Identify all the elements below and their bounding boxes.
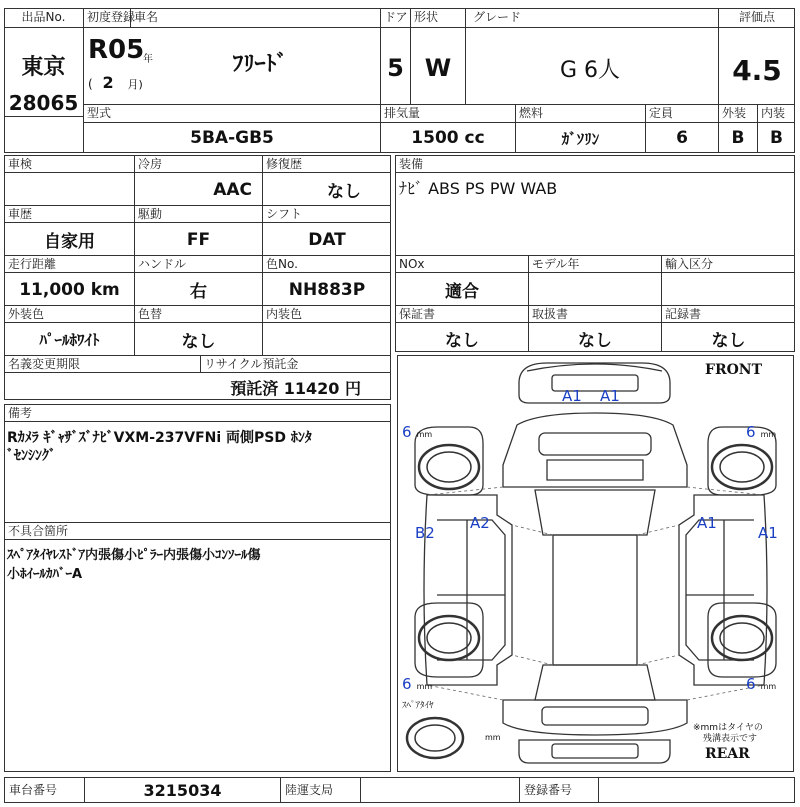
- tread-front-left: [402, 422, 452, 444]
- color-no-value: NH883P: [288, 279, 366, 300]
- tread-front-left-unit: mm: [416, 430, 433, 439]
- body-shape: W: [424, 54, 452, 82]
- spare-tire: [407, 718, 463, 758]
- handle-label: ハンドル: [138, 257, 187, 271]
- defects-line-2: 小ﾎｲｰﾙｶﾊﾞｰA: [7, 567, 83, 582]
- tread-front-right-unit: mm: [760, 430, 777, 439]
- shape-label: 形状: [414, 10, 439, 24]
- capacity-label: 定員: [649, 106, 674, 120]
- first-registration-label: 初度登録: [87, 10, 136, 24]
- exterior-grade: B: [731, 128, 745, 148]
- grade-label: グレード: [473, 10, 522, 24]
- rear-label: REAR: [705, 746, 750, 762]
- lot-no-label: 出品No.: [21, 10, 66, 24]
- recycle-deposit-label: リサイクル預託金: [204, 357, 299, 371]
- history-value: 自家用: [44, 232, 95, 252]
- warranty-label: 保証書: [399, 307, 436, 321]
- interior-label: 内装: [761, 106, 786, 120]
- tread-note-line-2: 残溝表示です: [703, 734, 758, 744]
- mark-front-1: A1: [562, 387, 582, 405]
- displacement: 1500 cc: [411, 128, 485, 148]
- tread-rear-right: [746, 674, 796, 696]
- mark-right-side: A1: [758, 524, 778, 542]
- import-type-label: 輸入区分: [665, 257, 714, 271]
- color-change-label: 色替: [138, 307, 163, 321]
- car-name: ﾌﾘｰﾄﾞ: [232, 51, 288, 77]
- remarks-line-2: ﾞｾﾝｼﾝｸﾞ: [7, 448, 56, 464]
- registration-number-label: 登録番号: [524, 783, 573, 797]
- inspection-label: 車検: [8, 157, 33, 171]
- record-book-label: 記録書: [665, 307, 702, 321]
- recycle-deposit-value: 預託済 11420 円: [230, 378, 361, 398]
- roof: [553, 535, 637, 665]
- defects-line-1: ｽﾍﾟｱﾀｲﾔﾚｽﾄﾞｱ内張傷小ﾋﾟﾗｰ内張傷小ｺﾝｿｰﾙ傷: [7, 548, 261, 563]
- tire-front-right: [712, 445, 772, 489]
- model-code: 5BA-GB5: [190, 128, 274, 148]
- region: 東京: [21, 54, 66, 80]
- lot-number: 28065: [8, 91, 79, 115]
- defects-label: 不具合箇所: [8, 524, 69, 538]
- exterior-color-label: 外装色: [8, 307, 45, 321]
- mark-right-door: A1: [697, 514, 717, 532]
- tire-rear-right: [712, 616, 772, 660]
- tread-note-line-1: ※mmはタイヤの: [693, 723, 763, 733]
- drive-label: 駆動: [138, 207, 163, 221]
- repair-history-label: 修復歴: [266, 157, 303, 171]
- year-suffix: 年: [143, 54, 153, 65]
- tread-rear-right-unit: mm: [760, 682, 777, 691]
- tread-rear-left-value: 6: [402, 675, 412, 693]
- evaluation-score: 4.5: [732, 53, 782, 87]
- ac-label: 冷房: [138, 157, 163, 171]
- door-label: ドア: [384, 10, 408, 24]
- first-registration-month: [88, 70, 158, 96]
- fuel-label: 燃料: [519, 106, 544, 120]
- drive-value: FF: [186, 229, 211, 250]
- exterior-label: 外装: [722, 106, 747, 120]
- vin-label: 車台番号: [9, 783, 58, 797]
- car-name-label: 車名: [134, 10, 159, 24]
- tread-front-right-value: 6: [746, 423, 756, 441]
- tire-rear-left: [419, 616, 479, 660]
- mileage-label: 走行距離: [8, 257, 57, 271]
- record-book-value: なし: [711, 330, 746, 351]
- tread-rear-right-value: 6: [746, 675, 756, 693]
- era-year: R05: [88, 35, 145, 65]
- vin-value: 3215034: [143, 780, 222, 800]
- ac-value: AAC: [213, 179, 252, 200]
- capacity: 6: [676, 128, 688, 148]
- first-registration-year: [88, 30, 145, 70]
- color-change-value: なし: [181, 332, 216, 352]
- displacement-label: 排気量: [384, 106, 421, 120]
- nox-value: 適合: [445, 282, 479, 302]
- tread-front-right: [746, 422, 796, 444]
- mileage-value: 11,000 km: [19, 279, 120, 300]
- shift-label: シフト: [266, 207, 303, 221]
- fuel: ｶﾞｿﾘﾝ: [561, 129, 600, 148]
- color-no-label: 色No.: [266, 257, 298, 271]
- model-year-label: モデル年: [532, 257, 580, 271]
- manual-value: なし: [578, 330, 612, 351]
- remarks-label: 備考: [8, 406, 33, 420]
- score-label: 評価点: [738, 10, 775, 24]
- warranty-value: なし: [445, 330, 479, 351]
- interior-color-label: 内装色: [266, 307, 303, 321]
- manual-label: 取扱書: [532, 307, 569, 321]
- tread-rear-left: [402, 674, 452, 696]
- tire-front-left: [419, 445, 479, 489]
- month-open: (: [88, 77, 93, 91]
- repair-history-value: なし: [327, 182, 361, 202]
- month-value: 2: [102, 73, 114, 92]
- handle-value: 右: [190, 282, 207, 302]
- tread-front-left-value: 6: [402, 423, 412, 441]
- interior-grade: B: [770, 128, 783, 148]
- equipment-value: ﾅﾋﾞ ABS PS PW WAB: [399, 179, 558, 198]
- mark-left-side: B2: [415, 524, 435, 542]
- shift-value: DAT: [308, 229, 346, 250]
- mark-left-door: A2: [470, 514, 490, 532]
- nox-label: NOx: [399, 257, 425, 271]
- remarks-line-1: Rｶﾒﾗ ｷﾞｬｻﾞｽﾞﾅﾋﾞVXM-237VFNi 両側PSD ﾎﾝﾀ: [7, 430, 312, 446]
- windshield: [535, 490, 655, 535]
- front-label: FRONT: [705, 362, 762, 378]
- doors: 5: [387, 54, 404, 82]
- hood: [503, 413, 687, 487]
- tread-rear-left-unit: mm: [416, 682, 433, 691]
- name-change-deadline-label: 名義変更期限: [8, 357, 81, 371]
- mark-front-2: A1: [600, 387, 620, 405]
- exterior-color-value: ﾊﾟｰﾙﾎﾜｲﾄ: [39, 331, 100, 349]
- spare-tread-unit: mm: [485, 733, 501, 742]
- history-label: 車歴: [8, 207, 33, 221]
- rear-body: [503, 700, 687, 735]
- equipment-label: 装備: [399, 157, 424, 171]
- month-suffix: 月): [127, 78, 143, 91]
- spare-tire-label: ｽﾍﾟｱﾀｲﾔ: [402, 701, 434, 711]
- model-code-label: 型式: [87, 106, 112, 120]
- grade: G 6人: [559, 57, 621, 83]
- transport-office-label: 陸運支局: [285, 783, 334, 797]
